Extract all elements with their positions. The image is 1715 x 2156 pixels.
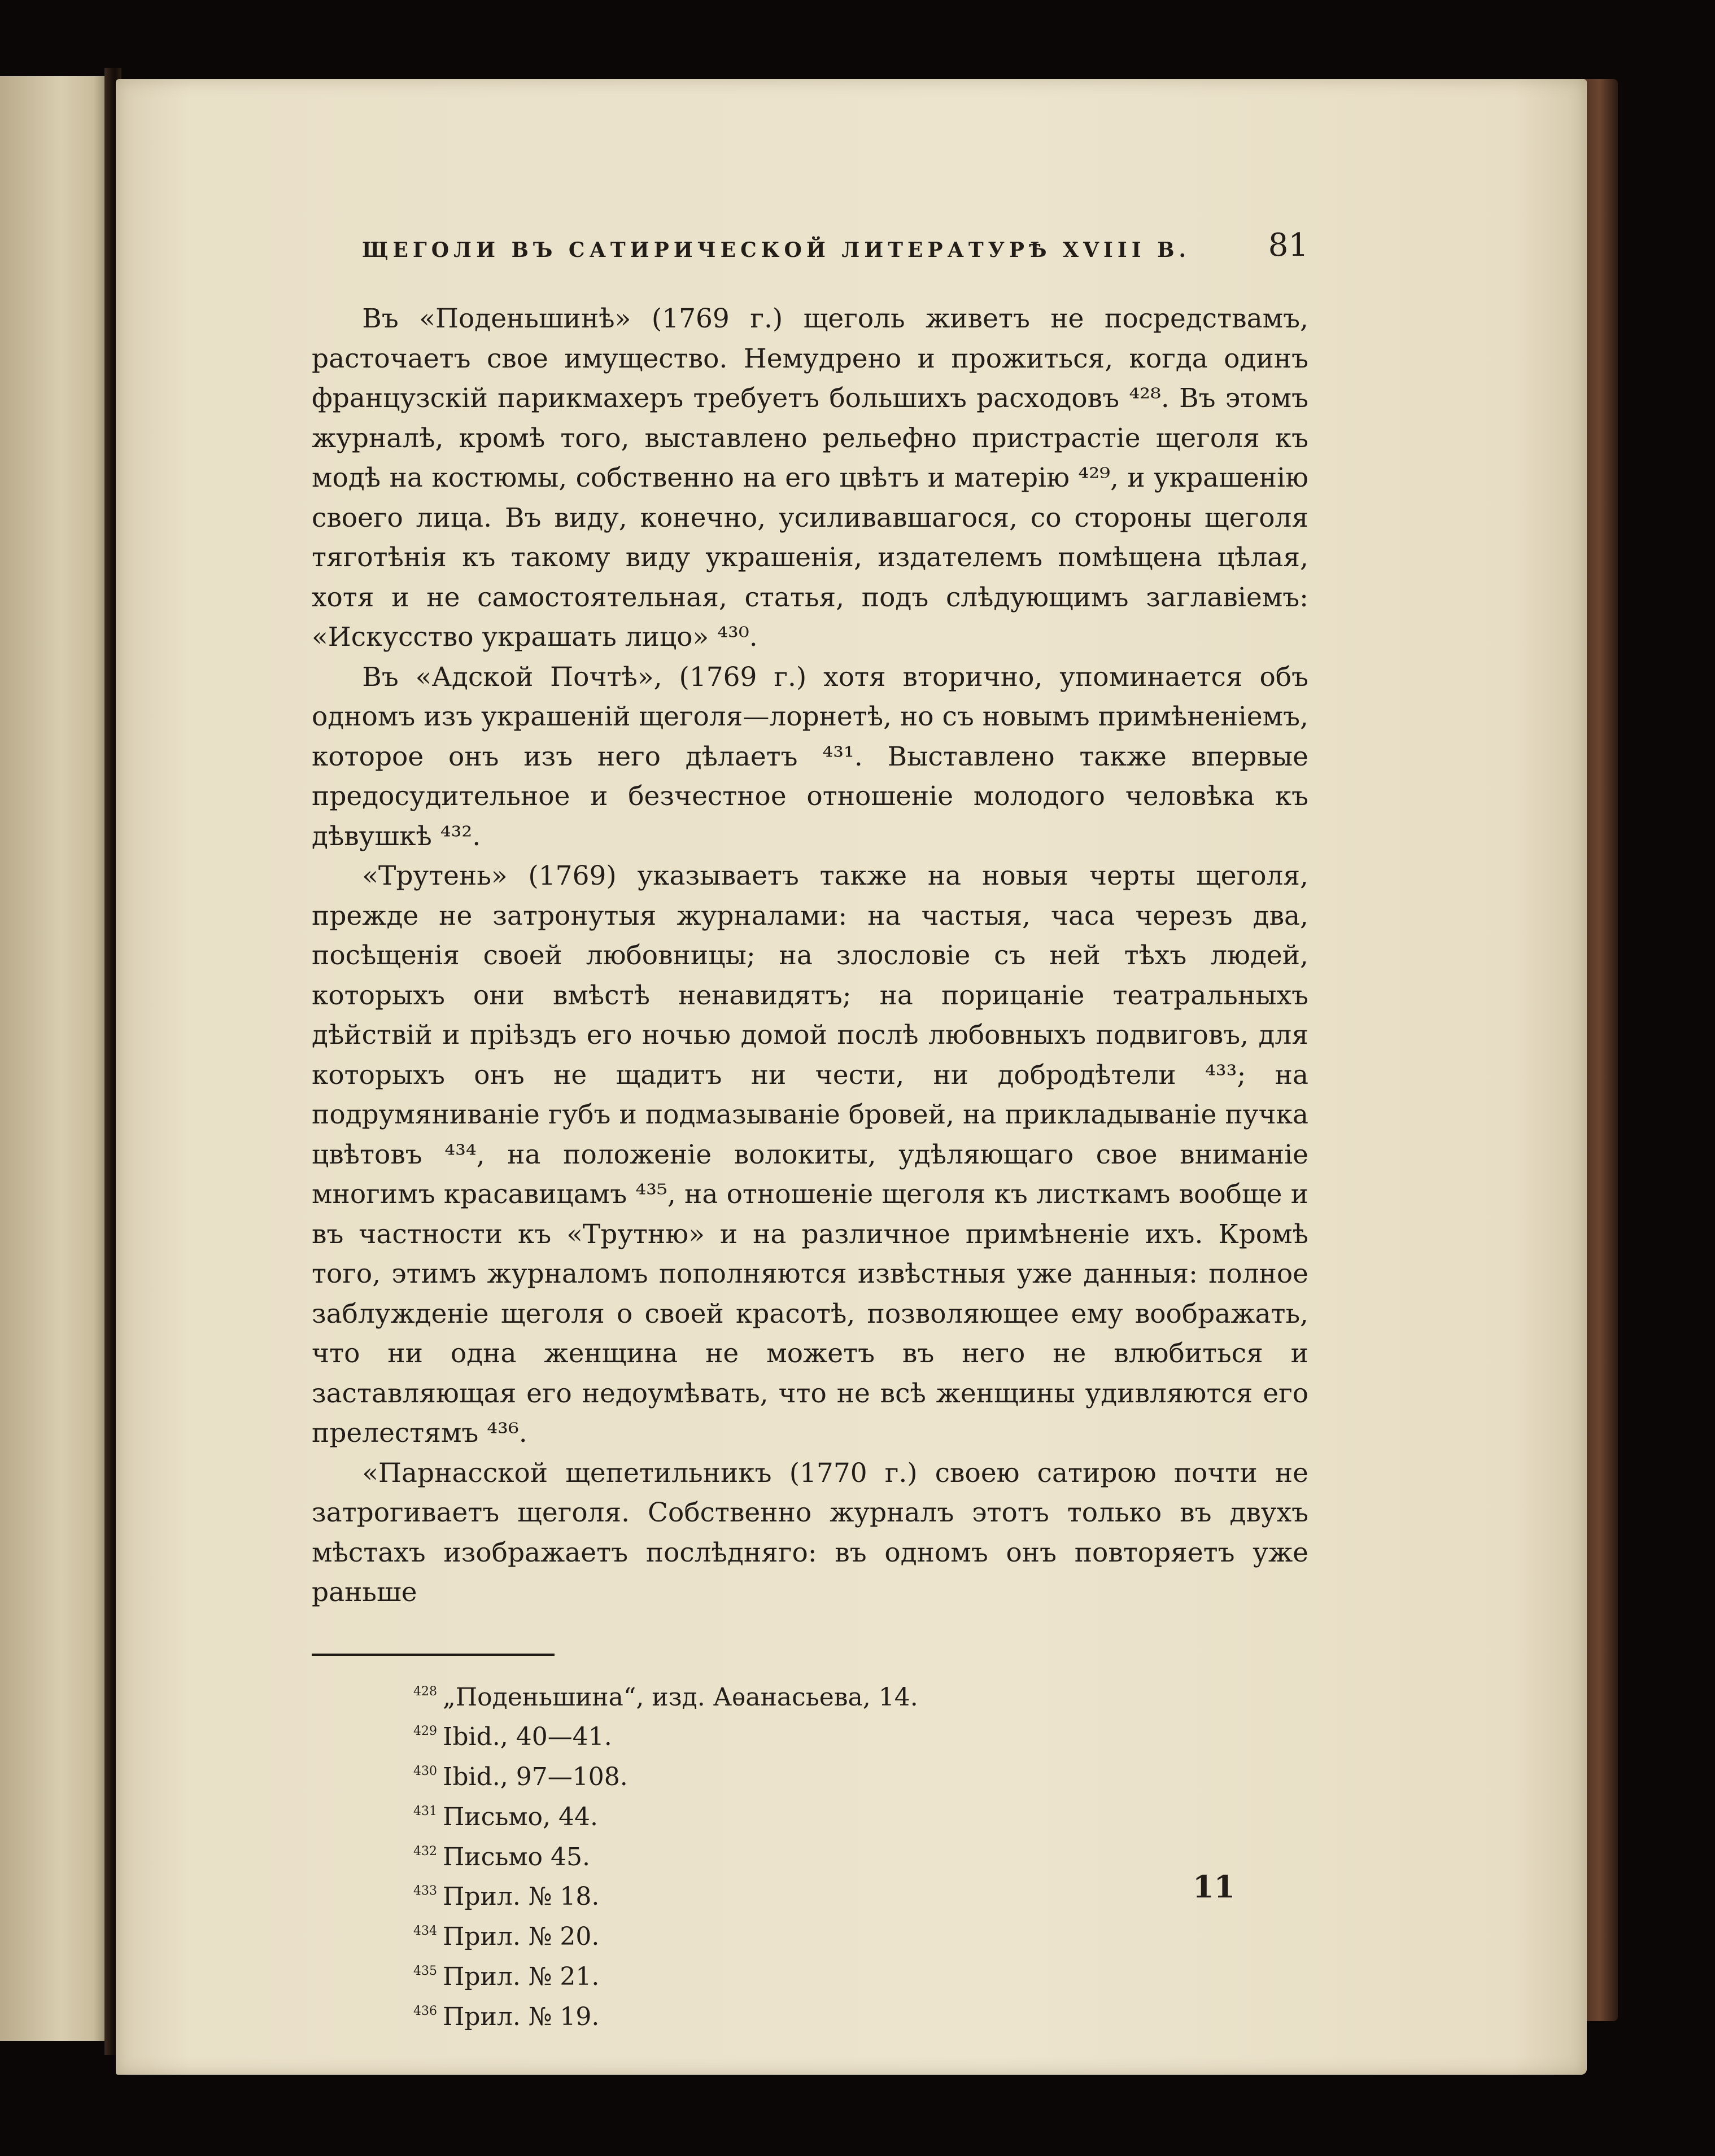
- footnote-text: Ibid., 97—108.: [443, 1763, 628, 1792]
- footnote: [413, 1914, 1308, 1954]
- running-head-title: ЩЕГОЛИ ВЪ САТИРИЧЕСКОЙ ЛИТЕРАТУРѢ XVIII В.: [361, 238, 1191, 262]
- footnote: [413, 1835, 1308, 1875]
- footnote-number: 430: [413, 1764, 437, 1779]
- footnote-rule: [312, 1654, 555, 1656]
- footnote-number: 431: [413, 1804, 437, 1818]
- footnote-text: Письмо 45.: [443, 1842, 590, 1871]
- footnote-text: Прил. № 21.: [443, 1962, 600, 1992]
- footnote: [413, 1795, 1308, 1835]
- paragraph: Въ «Поденьшинѣ» (1769 г.) щеголь живетъ не посредствамъ, расточаетъ свое имущество. Немудрено и прожиться, когда одинъ французскій парикмахеръ требуетъ большихъ расходовъ ⁴²⁸. Въ этомъ журналѣ, кромѣ того, выставлено рельефно пристрастіе щеголя къ модѣ на костюмы, собственно на его цвѣтъ и матерію ⁴²⁹, и украшенію своего лица. Въ виду, конечно, усиливавшагося, со стороны щеголя тяготѣнія къ такому виду украшенія, издателемъ помѣщена цѣлая, хотя и не самостоятельная, статья, подъ слѣдующимъ заглавіемъ: «Искусство украшать лицо» ⁴³⁰.: [312, 303, 1308, 653]
- footnote: [413, 1874, 1308, 1914]
- footnote: [413, 1954, 1308, 1995]
- page-content: [312, 226, 1308, 2035]
- footnote-text: Прил. № 20.: [443, 1922, 600, 1952]
- paragraph: «Парнасской щепетильникъ (1770 г.) своею сатирою почти не затрогиваетъ щеголя. Собственно журналъ этотъ только въ двухъ мѣстахъ изображаетъ послѣдняго: въ одномъ онъ повторяетъ уже раньше: [312, 1457, 1308, 1608]
- facing-page-edge: [0, 76, 110, 2041]
- footnote-number: 435: [413, 1964, 437, 1979]
- footnote: [413, 1715, 1308, 1755]
- footnote-number: 436: [413, 2004, 437, 2018]
- footnotes: [312, 1675, 1308, 2035]
- footnote-number: 428: [413, 1684, 437, 1699]
- body-text: [312, 299, 1308, 1613]
- footnote-number: 433: [413, 1884, 437, 1899]
- paragraph: «Трутень» (1769) указываетъ также на новыя черты щеголя, прежде не затронутыя журналами: на частыя, часа черезъ два, посѣщенія своей любовницы; на злословіе съ ней тѣхъ людей, которыхъ они вмѣстѣ ненавидятъ; на порицаніе театральныхъ дѣйствій и пріѣздъ его ночью домой послѣ любовныхъ подвиговъ, для которыхъ онъ не щадитъ ни чести, ни добродѣтели ⁴³³; на подрумяниваніе губъ и подмазываніе бровей, на прикладываніе пучка цвѣтовъ ⁴³⁴, на положеніе волокиты, удѣляющаго свое вниманіе многимъ красавицамъ ⁴³⁵, на отношеніе щеголя къ листкамъ вообще и въ частности къ «Трутню» и на различное примѣненіе ихъ. Кромѣ того, этимъ журналомъ пополняются извѣстныя уже данныя: полное заблужденіе щеголя о своей красотѣ, позволяющее ему воображать, что ни одна женщина не можетъ въ него не влюбиться и заставляющая его недоумѣвать, что не всѣ женщины удивляются его прелестямъ ⁴³⁶.: [312, 860, 1308, 1449]
- footnote-text: Письмо, 44.: [443, 1802, 598, 1831]
- footnote: [413, 1755, 1308, 1795]
- footnote-number: 429: [413, 1724, 437, 1739]
- footnote: [413, 1995, 1308, 2035]
- footnote-text: Ibid., 40—41.: [443, 1722, 612, 1752]
- footnote-text: Прил. № 19.: [443, 2002, 600, 2031]
- footnote-text: Прил. № 18.: [443, 1882, 600, 1912]
- footnote: [413, 1675, 1308, 1715]
- footnote-number: 434: [413, 1924, 437, 1939]
- footnote-text: „Поденьшина“, изд. Аѳанасьева, 14.: [443, 1682, 918, 1712]
- running-head: [312, 226, 1308, 277]
- page-number: 81: [1268, 227, 1308, 264]
- signature-mark: 11: [1193, 1869, 1236, 1905]
- paragraph: Въ «Адской Почтѣ», (1769 г.) хотя вторично, упоминается объ одномъ изъ украшеній щеголя—лорнетѣ, но съ новымъ примѣненіемъ, которое онъ изъ него дѣлаетъ ⁴³¹. Выставлено также впервые предосудительное и безчестное отношеніе молодого человѣка къ дѣвушкѣ ⁴³².: [312, 661, 1308, 852]
- footnote-number: 432: [413, 1844, 437, 1858]
